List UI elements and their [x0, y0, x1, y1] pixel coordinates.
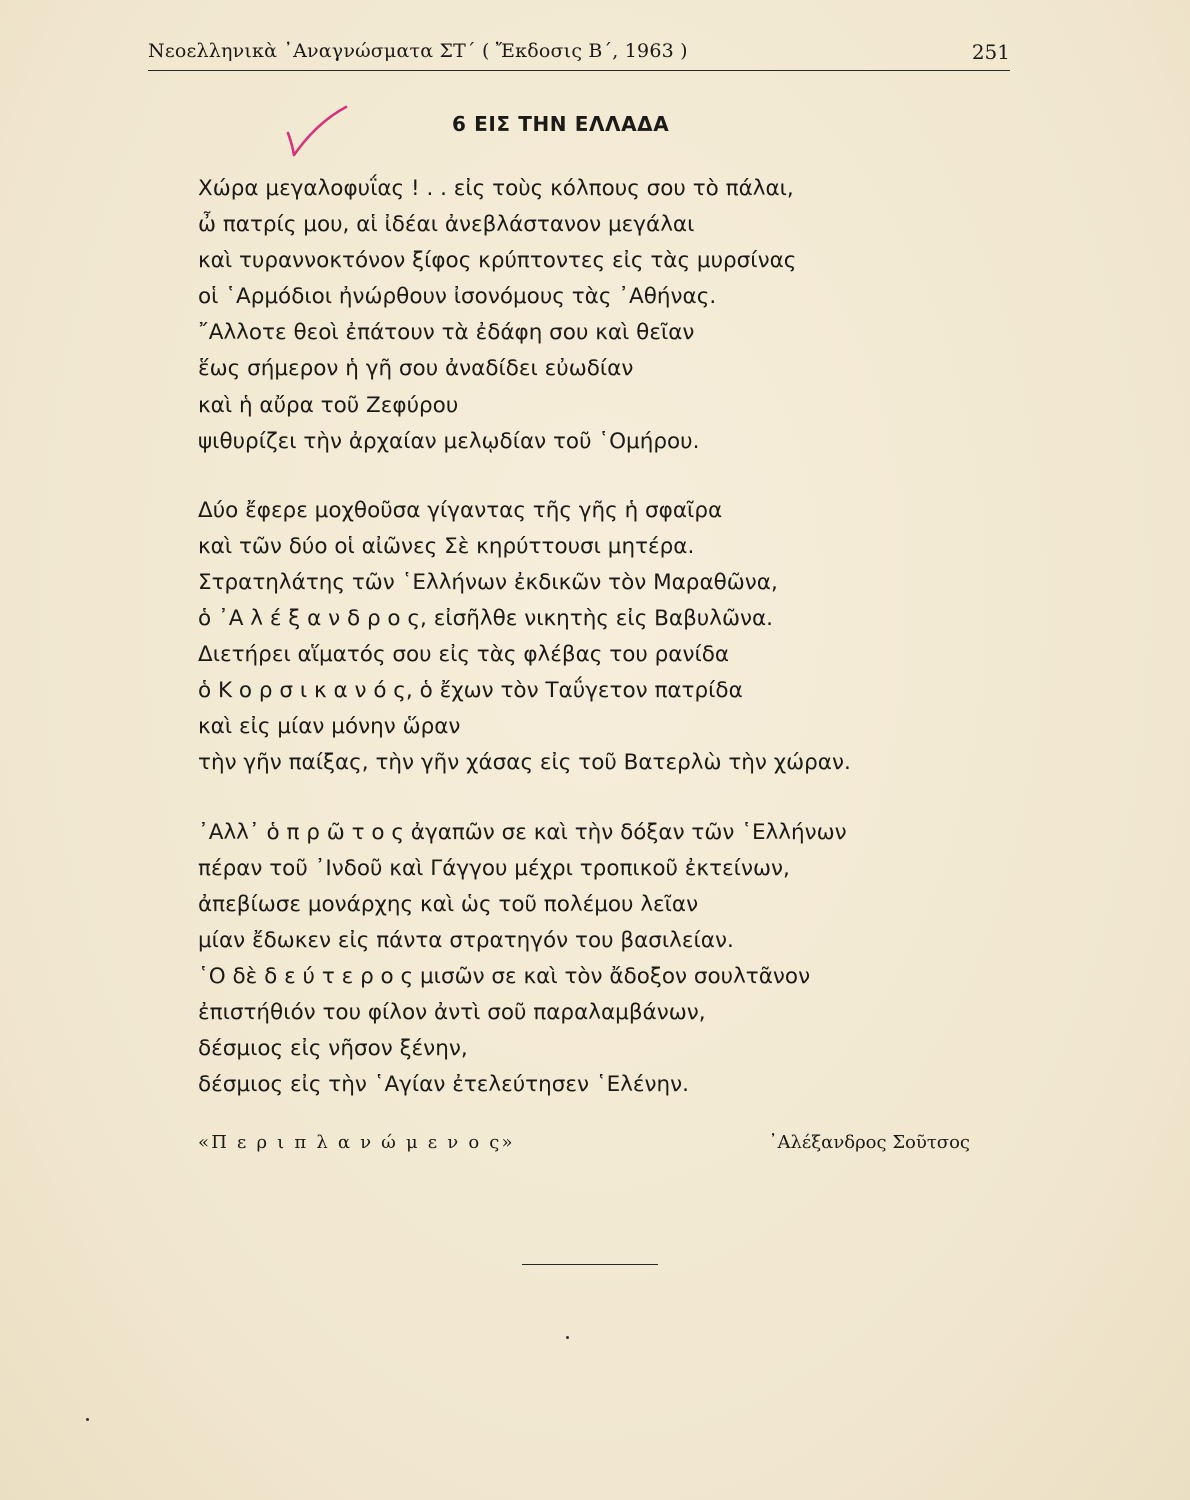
poem-line: ἐπιστήθιόν του φίλον ἀντὶ σοῦ παραλαμβάνων, [198, 999, 706, 1025]
poem-line: τὴν γῆν παίξας, τὴν γῆν χάσας εἰς τοῦ Βατερλὼ τὴν χώραν. [198, 750, 851, 776]
poem-line: οἱ ῾Αρμόδιοι ἠνώρθουν ἰσονόμους τὰς ᾿Αθήνας. [198, 284, 717, 310]
poem-line: δέσμιος εἰς νῆσον ξένην, [198, 1036, 468, 1062]
stanza-2 [198, 493, 998, 782]
poem-line: ὁ ᾿Α λ έ ξ α ν δ ρ ο ς, εἰσῆλθε νικητὴς εἰς Βαβυλῶνα. [198, 606, 773, 632]
poem-line: ὦ πατρίς μου, αἱ ἰδέαι ἀνεβλάστανον μεγάλαι [198, 212, 695, 238]
poem-title: 6 ΕΙΣ ΤΗΝ ΕΛΛΑΔΑ [452, 112, 670, 136]
poem-line: ᾿Αλλ᾿ ὁ π ρ ῶ τ ο ς ἀγαπῶν σε καὶ τὴν δόξαν τῶν ῾Ελλήνων [198, 819, 847, 845]
poem-line: πέραν τοῦ ᾿Ινδοῦ καὶ Γάγγου μέχρι τροπικοῦ ἐκτείνων, [198, 855, 790, 881]
poem-line: ἕως σήμερον ἡ γῆ σου ἀναδίδει εὐωδίαν [198, 356, 634, 382]
page-number: 251 [971, 40, 1010, 64]
stanza-3 [198, 815, 998, 1104]
poem-line: Δύο ἔφερε μοχθοῦσα γίγαντας τῆς γῆς ἡ σφαῖρα [198, 497, 723, 523]
poem-body [198, 171, 998, 1136]
ink-speck [86, 1418, 89, 1421]
poem-line: δέσμιος εἰς τὴν ῾Αγίαν ἐτελεύτησεν ῾Ελένην. [198, 1072, 689, 1098]
author-name: ᾿Αλέξανδρος Σοῦτσος [768, 1132, 970, 1153]
poem-line: καὶ τυραννοκτόνον ξίφος κρύπτοντες εἰς τὰς μυρσίνας [198, 248, 797, 274]
poem-line: Στρατηλάτης τῶν ῾Ελλήνων ἐκδικῶν τὸν Μαραθῶνα, [198, 569, 778, 595]
poem-line: ψιθυρίζει τὴν ἀρχαίαν μελῳδίαν τοῦ ῾Ομήρου. [198, 428, 700, 454]
poem-line: μίαν ἔδωκεν εἰς πάντα στρατηγόν του βασιλείαν. [198, 927, 734, 953]
book-title: Νεοελληνικὰ ᾿Αναγνώσματα ΣΤ΄ ( Ἔκδοσις Β΄, 1963 ) [148, 40, 688, 62]
check-mark-icon [282, 103, 352, 163]
poem-line: Χώρα μεγαλοφυΐας ! . . εἰς τοὺς κόλπους σου τὸ πάλαι, [198, 176, 794, 201]
poem-line: Διετήρει αἵματός σου εἰς τὰς φλέβας του ρανίδα [198, 642, 730, 668]
stanza-1 [198, 171, 998, 460]
poem-line: ῎Αλλοτε θεοὶ ἐπάτουν τὰ ἐδάφη σου καὶ θεῖαν [198, 320, 695, 346]
poem-line: ὁ Κ ο ρ σ ι κ α ν ό ς, ὁ ἔχων τὸν Ταΰγετον πατρίδα [198, 678, 743, 704]
poem-line: καὶ εἰς μίαν μόνην ὥραν [198, 714, 461, 740]
poem-line: ἀπεβίωσε μονάρχης καὶ ὡς τοῦ πολέμου λεῖαν [198, 891, 699, 917]
source-title: «Π ε ρ ι π λ α ν ώ μ ε ν ο ς» [198, 1132, 515, 1153]
running-header [148, 40, 1010, 71]
ink-speck [566, 1336, 569, 1339]
poem-line: καὶ ἡ αὔρα τοῦ Ζεφύρου [198, 392, 459, 418]
poem-line: ῾Ο δὲ δ ε ύ τ ε ρ ο ς μισῶν σε καὶ τὸν ἄδοξον σουλτᾶνον [198, 963, 811, 989]
poem-line: καὶ τῶν δύο οἱ αἰῶνες Σὲ κηρύττουσι μητέρα. [198, 533, 695, 559]
end-rule [522, 1264, 658, 1265]
